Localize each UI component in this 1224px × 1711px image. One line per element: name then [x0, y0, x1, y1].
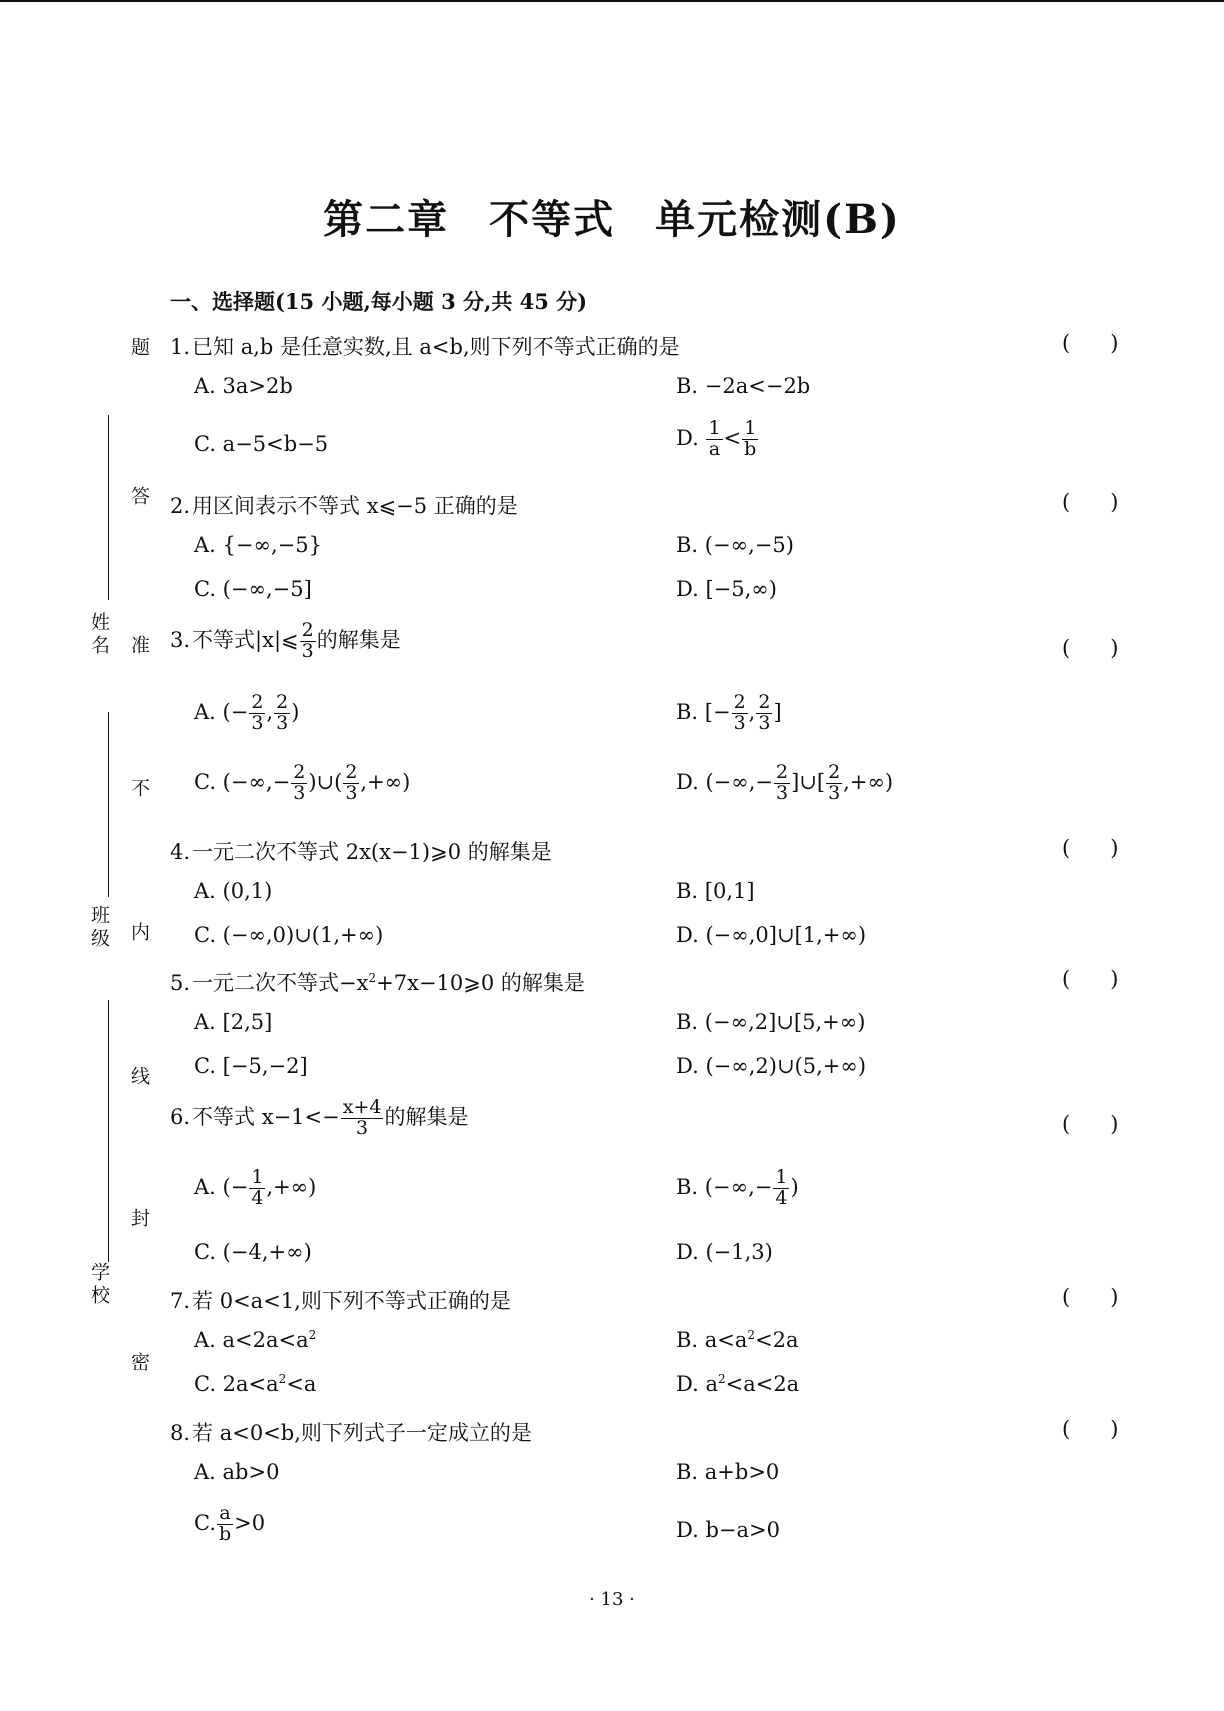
- q1-option-a[interactable]: A. 3a>2b: [194, 374, 293, 398]
- seal-char-6: 线: [128, 1066, 150, 1089]
- q5-option-b[interactable]: B. (−∞,2]∪[5,+∞): [676, 1010, 866, 1034]
- answer-blank-4[interactable]: ( ): [1062, 836, 1119, 860]
- title-test: 单元检测(B): [655, 196, 901, 243]
- question-7: 7.若 0<a<1,则下列不等式正确的是: [170, 1289, 511, 1313]
- q1-option-c[interactable]: C. a−5<b−5: [194, 432, 329, 456]
- q6-option-c[interactable]: C. (−4,+∞): [194, 1240, 312, 1264]
- fraction: $\frac{2}{3}$: [345, 761, 358, 804]
- answer-blank-5[interactable]: ( ): [1062, 967, 1119, 991]
- fraction: $\frac{x+4}{3}$: [342, 1096, 382, 1139]
- q2-option-d[interactable]: D. [−5,∞): [676, 577, 777, 601]
- fraction: $\frac{a}{b}$: [219, 1502, 232, 1545]
- seal-char-1: 题: [128, 337, 150, 360]
- question-3: 3.不等式|x|⩽ $\frac{2}{3}$ 的解集是: [170, 619, 401, 662]
- q5-option-a[interactable]: A. [2,5]: [194, 1010, 273, 1034]
- side-label-name: 姓名: [88, 612, 110, 658]
- q6-option-b[interactable]: B. (−∞,− $\frac{1}{4}$ ): [676, 1166, 799, 1209]
- q4-option-a[interactable]: A. (0,1): [194, 879, 273, 903]
- seal-char-8: 密: [128, 1352, 150, 1375]
- q1-option-b[interactable]: B. −2a<−2b: [676, 374, 811, 398]
- answer-blank-3[interactable]: ( ): [1062, 636, 1119, 660]
- q7-option-b[interactable]: B. $a<a^2<2a$: [676, 1328, 799, 1352]
- fraction: $\frac{2}{3}$: [301, 619, 314, 662]
- q6-option-a[interactable]: A. (− $\frac{1}{4}$ ,+∞): [194, 1166, 317, 1209]
- seal-char-5: 内: [128, 922, 150, 945]
- q4-option-b[interactable]: B. [0,1]: [676, 879, 755, 903]
- binding-line-2: [108, 712, 109, 897]
- question-1-text: 已知 a,b 是任意实数,且 a<b,则下列不等式正确的是: [192, 335, 680, 359]
- q1-option-d[interactable]: D. $\frac{1}{a}$ < $\frac{1}{b}$: [676, 417, 757, 460]
- question-7-text: 若 0<a<1,则下列不等式正确的是: [192, 1289, 511, 1313]
- answer-blank-1[interactable]: ( ): [1062, 331, 1119, 355]
- question-4: 4.一元二次不等式 2x(x−1)⩾0 的解集是: [170, 840, 552, 864]
- q8-option-d[interactable]: D. b−a>0: [676, 1518, 780, 1542]
- fraction: $\frac{1}{b}$: [744, 417, 757, 460]
- fraction: $\frac{2}{3}$: [293, 761, 306, 804]
- seal-char-7: 封: [128, 1208, 150, 1231]
- q5-option-d[interactable]: D. (−∞,2)∪(5,+∞): [676, 1054, 867, 1078]
- side-label-school: 学校: [88, 1262, 110, 1308]
- question-2-text: 用区间表示不等式 x⩽−5 正确的是: [192, 494, 518, 518]
- answer-blank-6[interactable]: ( ): [1062, 1112, 1119, 1136]
- page-number: · 13 ·: [589, 1589, 635, 1610]
- fraction: $\frac{2}{3}$: [758, 691, 771, 734]
- question-1: 1.已知 a,b 是任意实数,且 a<b,则下列不等式正确的是: [170, 335, 680, 359]
- q2-option-b[interactable]: B. (−∞,−5): [676, 533, 794, 557]
- q8-option-a[interactable]: A. ab>0: [194, 1460, 280, 1484]
- page-title: [0, 188, 1224, 245]
- fraction: $\frac{1}{4}$: [251, 1166, 264, 1209]
- seal-char-4: 不: [128, 778, 150, 801]
- q4-option-d[interactable]: D. (−∞,0]∪[1,+∞): [676, 923, 867, 947]
- title-chapter: 第二章: [323, 196, 450, 243]
- q4-option-c[interactable]: C. (−∞,0)∪(1,+∞): [194, 923, 384, 947]
- fraction: $\frac{2}{3}$: [276, 691, 289, 734]
- answer-blank-8[interactable]: ( ): [1062, 1417, 1119, 1441]
- seal-char-2: 答: [128, 486, 150, 509]
- q5-option-c[interactable]: C. [−5,−2]: [194, 1054, 308, 1078]
- fraction: $\frac{2}{3}$: [776, 761, 789, 804]
- q3-option-a[interactable]: A. (− $\frac{2}{3}$ , $\frac{2}{3}$ ): [194, 691, 300, 734]
- answer-blank-7[interactable]: ( ): [1062, 1285, 1119, 1309]
- q3-option-c[interactable]: C. (−∞,− $\frac{2}{3}$ )∪( $\frac{2}{3}$ ,+∞): [194, 761, 411, 804]
- fraction: $\frac{1}{a}$: [708, 417, 721, 460]
- fraction: $\frac{2}{3}$: [251, 691, 264, 734]
- fraction: $\frac{2}{3}$: [733, 691, 746, 734]
- side-label-class: 班级: [88, 905, 110, 951]
- question-5: 5.一元二次不等式$-x^2+7x-10⩾0$ 的解集是: [170, 971, 585, 995]
- question-8: 8.若 a<0<b,则下列式子一定成立的是: [170, 1421, 532, 1445]
- q3-option-b[interactable]: B. [− $\frac{2}{3}$ , $\frac{2}{3}$ ]: [676, 691, 782, 734]
- q7-option-c[interactable]: C. $2a<a^2<a$: [194, 1372, 317, 1396]
- question-2: 2.用区间表示不等式 x⩽−5 正确的是: [170, 494, 518, 518]
- q6-option-d[interactable]: D. (−1,3): [676, 1240, 773, 1264]
- fraction: $\frac{2}{3}$: [828, 761, 841, 804]
- binding-line-1: [108, 415, 109, 600]
- q7-option-d[interactable]: D. $a^2<a<2a$: [676, 1372, 800, 1396]
- fraction: $\frac{1}{4}$: [775, 1166, 788, 1209]
- q7-option-a[interactable]: A. $a<2a<a^2$: [194, 1328, 317, 1352]
- question-4-text: 一元二次不等式 2x(x−1)⩾0 的解集是: [192, 840, 552, 864]
- binding-line-3: [108, 1000, 109, 1262]
- section-heading: 一、选择题(15 小题,每小题 3 分,共 45 分): [170, 289, 588, 314]
- answer-blank-2[interactable]: ( ): [1062, 490, 1119, 514]
- q2-option-c[interactable]: C. (−∞,−5]: [194, 577, 312, 601]
- top-rule: [0, 0, 1224, 2]
- title-topic: 不等式: [489, 196, 616, 243]
- question-8-text: 若 a<0<b,则下列式子一定成立的是: [192, 1421, 532, 1445]
- q8-option-c[interactable]: C. $\frac{a}{b}$ >0: [194, 1502, 266, 1545]
- question-6: 6.不等式 x−1<− $\frac{x+4}{3}$ 的解集是: [170, 1096, 469, 1139]
- q2-option-a[interactable]: A. {−∞,−5}: [194, 533, 322, 557]
- seal-char-3: 准: [128, 635, 150, 658]
- q3-option-d[interactable]: D. (−∞,− $\frac{2}{3}$ ]∪[ $\frac{2}{3}$ ,+∞): [676, 761, 894, 804]
- q8-option-b[interactable]: B. a+b>0: [676, 1460, 780, 1484]
